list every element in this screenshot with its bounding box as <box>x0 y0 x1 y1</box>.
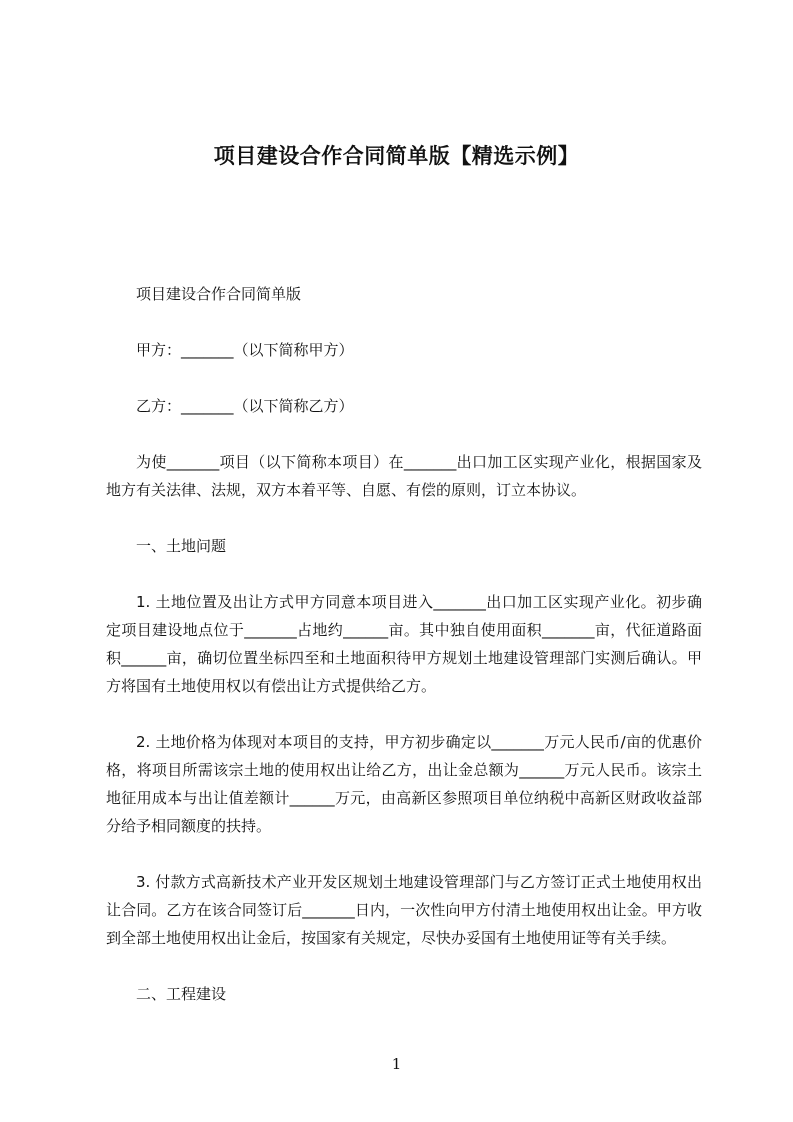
party-b-line: 乙方：_______（以下简称乙方） <box>136 397 354 415</box>
page-number: 1 <box>391 1055 402 1073</box>
document-body <box>106 280 702 1036</box>
clause-land-location: 1. 土地位置及出让方式甲方同意本项目进入_______出口加工区实现产业化。初步确定项目建设地点位于_______占地约______亩。其中独自使用面积_______亩，代征道路面积______亩，确切位置坐标四至和土地面积待甲方规划土地建设管理部门实测后确认。甲方将国有土地使用权以有偿出让方式提供给乙方。 <box>106 593 702 695</box>
document-title: 项目建设合作合同简单版【精选示例】 <box>213 144 580 168</box>
section-heading-construction: 二、工程建设 <box>136 985 227 1003</box>
clause-payment-method: 3. 付款方式高新技术产业开发区规划土地建设管理部门与乙方签订正式土地使用权出让合同。乙方在该合同签订后_______日内，一次性向甲方付清土地使用权出让金。甲方收到全部土地使用权出让金后，按国家有关规定，尽快办妥国有土地使用证等有关手续。 <box>106 873 702 947</box>
party-a-line: 甲方：_______（以下简称甲方） <box>136 341 354 359</box>
preamble-paragraph: 为使_______项目（以下简称本项目）在_______出口加工区实现产业化，根据国家及地方有关法律、法规，双方本着平等、自愿、有偿的原则，订立本协议。 <box>106 453 702 499</box>
section-heading-land: 一、土地问题 <box>136 537 227 555</box>
contract-subtitle: 项目建设合作合同简单版 <box>136 285 302 303</box>
clause-land-price: 2. 土地价格为体现对本项目的支持，甲方初步确定以_______万元人民币/亩的优惠价格，将项目所需该宗土地的使用权出让给乙方，出让金总额为______万元人民币。该宗土地征用成本与出让值差额计______万元，由高新区参照项目单位纳税中高新区财政收益部分给予相同额度的扶持。 <box>106 733 702 835</box>
